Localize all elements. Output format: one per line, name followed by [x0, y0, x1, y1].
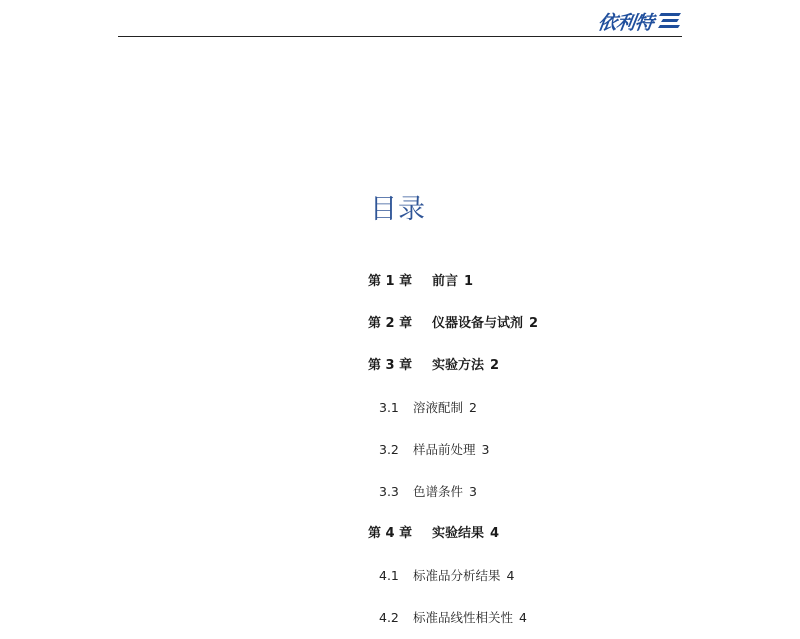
toc-entry-title: 仪器设备与试剂 — [432, 316, 524, 331]
toc-entry-page: 1 — [464, 274, 474, 289]
toc-entry-title: 色谱条件 — [413, 484, 464, 499]
toc-entry-number: 第 4 章 — [368, 526, 413, 541]
toc-entry-number: 3.1 — [379, 400, 399, 415]
toc-entry-chapter-2[interactable] — [368, 314, 538, 334]
toc-entry-number: 3.2 — [379, 442, 399, 457]
toc-entry-title: 溶液配制 — [413, 400, 464, 415]
page-header — [118, 0, 682, 40]
toc-entry-title: 实验结果 — [432, 526, 485, 541]
toc-entry-number: 第 3 章 — [368, 358, 413, 373]
toc-entry-section-4-2[interactable] — [379, 608, 527, 628]
toc-entry-title: 前言 — [432, 274, 459, 289]
brand-logo — [598, 7, 682, 35]
toc-entry-page: 4 — [519, 610, 527, 625]
toc-entry-page: 2 — [469, 400, 477, 415]
header-divider — [118, 36, 682, 37]
elite-logo-mark-icon — [658, 11, 682, 31]
toc-entry-number: 第 2 章 — [368, 316, 413, 331]
toc-entry-page: 4 — [506, 568, 515, 583]
toc-entry-number: 4.2 — [379, 610, 399, 625]
toc-entry-section-3-3[interactable] — [379, 482, 477, 502]
toc-title: 目录 — [370, 194, 426, 225]
brand-logo-text: 依利特 — [596, 11, 656, 34]
toc-entry-page: 2 — [490, 358, 500, 373]
toc-entry-page: 2 — [529, 316, 539, 331]
toc-entry-page: 4 — [490, 526, 500, 541]
toc-entry-chapter-4[interactable] — [368, 524, 499, 544]
toc-entry-number: 第 1 章 — [368, 274, 413, 289]
toc-entry-title: 标准品线性相关性 — [413, 610, 514, 625]
toc-entry-title: 实验方法 — [432, 358, 485, 373]
toc-entry-title: 样品前处理 — [413, 442, 476, 457]
toc-entry-page: 3 — [481, 442, 490, 457]
toc-entry-page: 3 — [469, 484, 477, 499]
toc-entry-section-3-1[interactable] — [379, 398, 477, 418]
toc-entry-chapter-1[interactable] — [368, 272, 473, 292]
toc-entry-number: 3.3 — [379, 484, 399, 499]
toc-entry-title: 标准品分析结果 — [413, 568, 501, 583]
toc-entry-number: 4.1 — [379, 568, 399, 583]
toc-entry-chapter-3[interactable] — [368, 356, 499, 376]
toc-entry-section-4-1[interactable] — [379, 566, 514, 586]
toc-entry-section-3-2[interactable] — [379, 440, 489, 460]
